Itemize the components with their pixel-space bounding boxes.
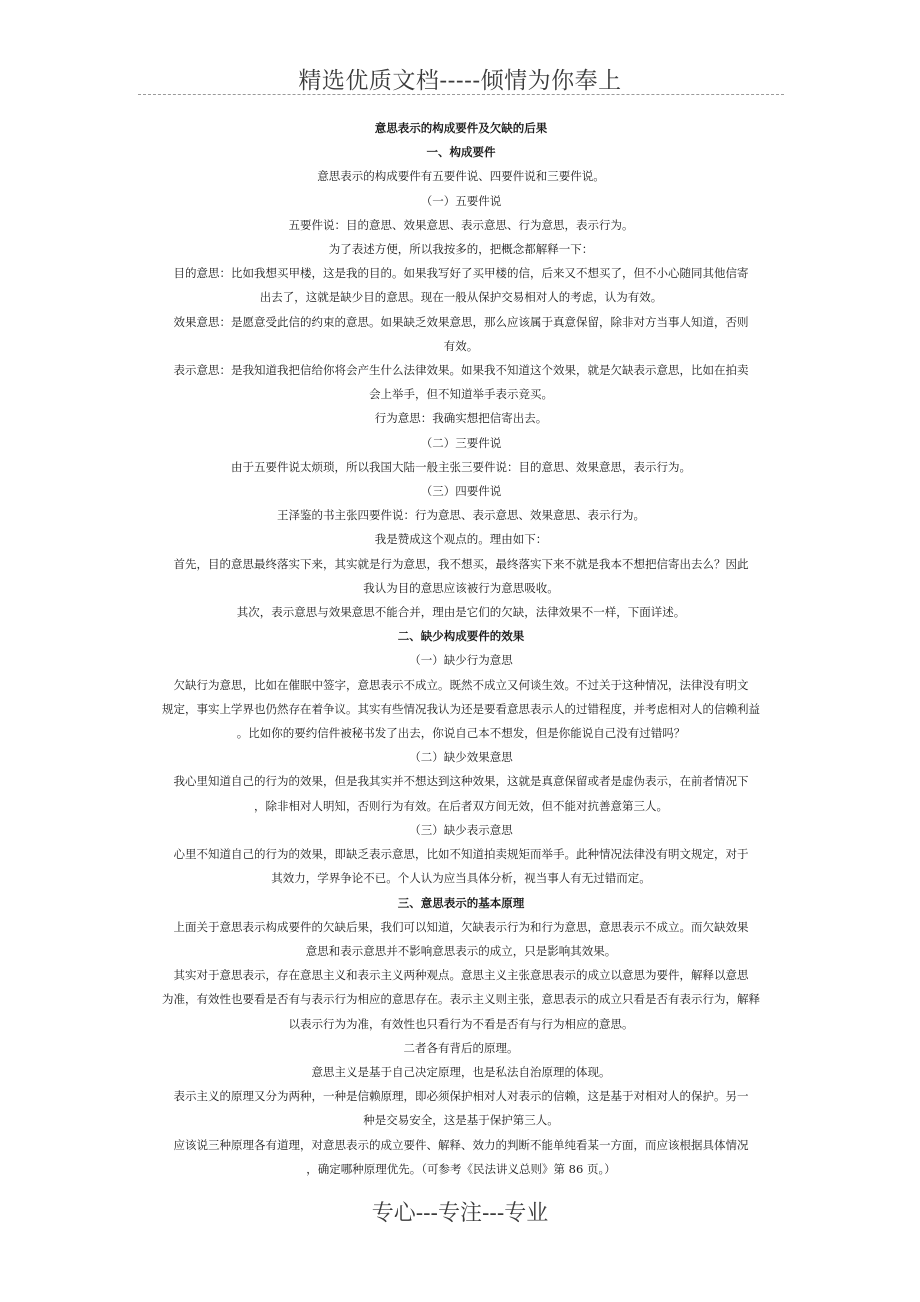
text-line: 行为意思：我确实想把信寄出去。	[374, 411, 548, 426]
text-line: 为了表述方便，所以我按多的，把概念都解释一下：	[328, 242, 594, 257]
text-line: 出去了，这就是缺少目的意思。现在一般从保护交易相对人的考虑，认为有效。	[259, 290, 663, 305]
text-line: 心里不知道自己的行为的效果，即缺乏表示意思，比如不知道拍卖规矩而举手。此种情况法律没有明文规定，对于	[173, 847, 749, 862]
text-line: 为准，有效性也要看是否有与表示行为相应的意思存在。表示主义则主张，意思表示的成立只看是否有表示行为，解释	[162, 992, 760, 1007]
section-heading: 三、意思表示的基本原理	[397, 895, 525, 910]
text-line: （三）缺少表示意思	[409, 822, 513, 837]
section-heading: 二、缺少构成要件的效果	[397, 629, 525, 644]
text-line: 其效力，学界争论不已。个人认为应当具体分析，视当事人有无过错而定。	[271, 871, 651, 886]
text-line: 种是交易安全，这是基于保护第三人。	[363, 1113, 559, 1128]
text-line: 规定，事实上学界也仍然存在着争议。其实有些情况我认为还是要看意思表示人的过错程度，并考虑相对人的信赖利益	[162, 701, 760, 716]
page-header: 精选优质文档-----倾情为你奉上	[298, 68, 622, 94]
text-line: 欠缺行为意思，比如在催眠中签字，意思表示不成立。既然不成立又何谈生效。不过关于这种情况，法律没有明文	[173, 677, 749, 692]
text-line: 王泽鉴的书主张四要件说：行为意思、表示意思、效果意思、表示行为。	[277, 508, 645, 523]
text-line: 上面关于意思表示构成要件的欠缺后果，我们可以知道，欠缺表示行为和行为意思，意思表示不成立。而欠缺效果	[173, 919, 749, 934]
text-line: 我心里知道自己的行为的效果，但是我其实并不想达到这种效果，这就是真意保留或者是虚伪表示，在前者情况下	[173, 774, 749, 789]
document-body	[138, 116, 784, 1181]
text-line: 二者各有背后的原理。	[403, 1040, 519, 1055]
text-line: 意思主义是基于自己决定原理，也是私法自治原理的体现。	[311, 1064, 611, 1079]
text-line: （一）五要件说	[420, 193, 502, 208]
text-line: 效果意思：是愿意受此信的约束的意思。如果缺乏效果意思，那么应该属于真意保留，除非对方当事人知道，否则	[173, 314, 749, 329]
text-line: 表示意思：是我知道我把信给你将会产生什么法律效果。如果我不知道这个效果，就是欠缺表示意思，比如在拍卖	[173, 363, 749, 378]
text-line: 有效。	[443, 338, 479, 353]
text-line: ，除非相对人明知，否则行为有效。在后者双方间无效，但不能对抗善意第三人。	[254, 798, 668, 813]
text-line: （二）缺少效果意思	[409, 750, 513, 765]
text-line: （三）四要件说	[420, 484, 502, 499]
text-line: 应该说三种原理各有道理，对意思表示的成立要件、解释、效力的判断不能单纯看某一方面，而应该根据具体情况	[173, 1137, 749, 1152]
text-line: 表示主义的原理又分为两种，一种是信赖原理，即必须保护相对人对表示的信赖，这是基于对相对人的保护。另一	[173, 1089, 749, 1104]
text-line: ，确定哪种原理优先。（可参考《民法讲义总则》第 86 页。）	[306, 1161, 616, 1176]
page-footer: 专心---专注---专业	[371, 1201, 549, 1226]
text-line: （二）三要件说	[420, 435, 502, 450]
text-line: 我认为目的意思应该被行为意思吸收。	[363, 580, 559, 595]
text-line: 首先，目的意思最终落实下来，其实就是行为意思，我不想买，最终落实下来不就是我本不想把信寄出去么？因此	[173, 556, 749, 571]
text-line: 其次，表示意思与效果意思不能合并，理由是它们的欠缺，法律效果不一样，下面详述。	[236, 605, 686, 620]
text-line: 我是赞成这个观点的。理由如下：	[374, 532, 548, 547]
text-line: 由于五要件说太烦琐，所以我国大陆一般主张三要件说：目的意思、效果意思，表示行为。	[231, 459, 691, 474]
text-line: 目的意思：比如我想买甲楼，这是我的目的。如果我写好了买甲楼的信，后来又不想买了，但不小心随同其他信寄	[173, 266, 749, 281]
text-line: 以表示行为为准，有效性也只看行为不看是否有与行为相应的意思。	[288, 1016, 634, 1031]
text-line: 意思表示的构成要件有五要件说、四要件说和三要件说。	[317, 169, 605, 184]
section-heading: 意思表示的构成要件及欠缺的后果	[374, 121, 548, 135]
header-divider	[138, 94, 784, 95]
text-line: 会上举手，但不知道举手表示竞买。	[369, 387, 553, 402]
text-line: （一）缺少行为意思	[409, 653, 513, 668]
section-heading: 一、构成要件	[426, 145, 496, 160]
text-line: 五要件说：目的意思、效果意思、表示意思、行为意思，表示行为。	[288, 217, 634, 232]
text-line: 。比如你的要约信件被秘书发了出去，你说自己本不想发，但是你能说自己没有过错吗？	[236, 726, 686, 741]
text-line: 其实对于意思表示，存在意思主义和表示主义两种观点。意思主义主张意思表示的成立以意思为要件，解释以意思	[173, 968, 749, 983]
text-line: 意思和表示意思并不影响意思表示的成立，只是影响其效果。	[305, 943, 617, 958]
